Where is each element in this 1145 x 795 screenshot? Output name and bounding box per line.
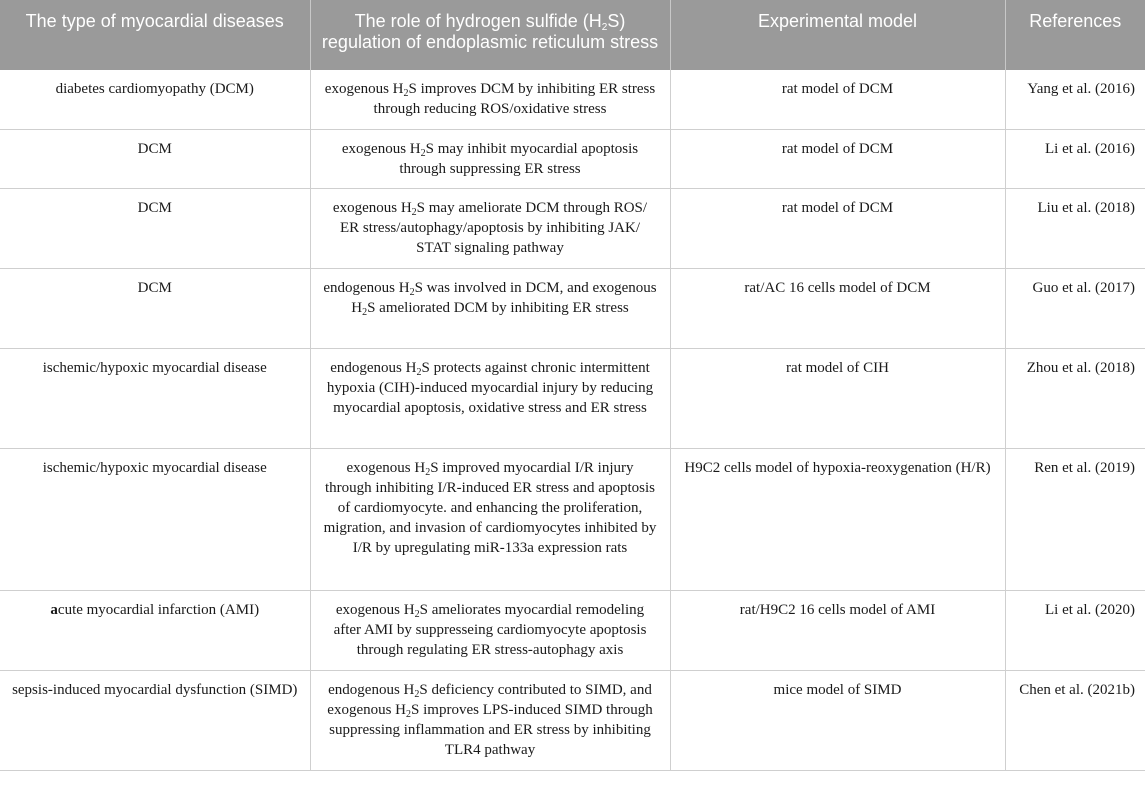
header-references: References — [1005, 0, 1145, 70]
role-subscript: 2 — [411, 206, 417, 218]
cell-reference: Li et al. (2016) — [1005, 129, 1145, 188]
header-role-sub: 2 — [601, 22, 608, 33]
role-text: S improved myocardial I/R injury through inhibiting I/R-induced ER stress and apoptosis of cardiomyocyte. and enhancing the proliferation, migration, and invasion of cardiomyocytes inhibited by I/R by upregulating miR-133a expression rats — [323, 459, 657, 556]
cell-model: rat model of DCM — [670, 129, 1005, 188]
disease-type-text: cute myocardial infarction (AMI) — [57, 601, 260, 618]
table-row — [0, 670, 1145, 770]
cell-disease-type — [0, 448, 310, 590]
cell-reference: Zhou et al. (2018) — [1005, 348, 1145, 448]
table-row — [0, 268, 1145, 348]
header-role-pre: The role of hydrogen sulfide (H — [354, 11, 602, 31]
role-subscript: 2 — [403, 88, 409, 99]
cell-model: H9C2 cells model of hypoxia-reoxygenation (H/R) — [670, 448, 1005, 590]
cell-disease-type — [0, 129, 310, 188]
table-row — [0, 70, 1145, 129]
cell-model: rat model of DCM — [670, 188, 1005, 268]
cell-role — [310, 448, 670, 590]
cell-disease-type — [0, 348, 310, 448]
role-text: endogenous H — [323, 279, 410, 296]
table-row — [0, 448, 1145, 590]
role-text: exogenous H — [332, 199, 412, 216]
cell-role — [310, 348, 670, 448]
header-role — [310, 0, 670, 70]
cell-reference: Guo et al. (2017) — [1005, 268, 1145, 348]
cell-model: rat model of DCM — [670, 70, 1005, 129]
role-text: S may ameliorate DCM through ROS/ ER stress/autophagy/apoptosis by inhibiting JAK/ STAT signaling pathway — [340, 199, 648, 256]
role-text: S ameliorates myocardial remodeling after AMI by suppresseing cardiomyocyte apoptosis through regulating ER stress-autophagy axis — [333, 601, 647, 658]
role-text: S ameliorated DCM by inhibiting ER stress — [367, 299, 629, 316]
role-subscript: 2 — [425, 466, 431, 478]
role-text: exogenous H — [324, 81, 404, 97]
header-model: Experimental model — [670, 0, 1005, 70]
table-row — [0, 590, 1145, 670]
cell-reference: Liu et al. (2018) — [1005, 188, 1145, 268]
cell-disease-type — [0, 670, 310, 770]
role-subscript: 2 — [414, 608, 420, 620]
cell-role — [310, 70, 670, 129]
role-text: S deficiency contributed to SIMD, and exogenous H — [327, 681, 652, 718]
disease-type-text: DCM — [137, 199, 172, 216]
table-row — [0, 129, 1145, 188]
disease-type-text: DCM — [137, 279, 172, 296]
disease-type-text: ischemic/hypoxic myocardial disease — [42, 459, 267, 476]
cell-reference: Chen et al. (2021b) — [1005, 670, 1145, 770]
role-text: exogenous H — [346, 459, 426, 476]
cell-disease-type — [0, 590, 310, 670]
cell-role — [310, 268, 670, 348]
role-text: S was involved in DCM, and exogenous H — [351, 279, 657, 316]
role-subscript: 2 — [406, 708, 412, 720]
cell-model: rat model of CIH — [670, 348, 1005, 448]
cell-disease-type — [0, 188, 310, 268]
header-role-post: S) regulation of endoplasmic reticulum stress — [321, 11, 659, 52]
disease-type-text: diabetes cardiomyopathy (DCM) — [55, 81, 254, 97]
role-subscript: 2 — [362, 306, 368, 318]
role-text: exogenous H — [335, 601, 415, 618]
cell-model: mice model of SIMD — [670, 670, 1005, 770]
table-body — [0, 70, 1145, 770]
role-text: exogenous H — [341, 140, 421, 157]
role-subscript: 2 — [414, 688, 420, 700]
cell-role — [310, 188, 670, 268]
cell-role — [310, 670, 670, 770]
role-text: S protects against chronic intermittent hypoxia (CIH)-induced myocardial injury by reducing myocardial apoptosis, oxidative stress and ER stress — [326, 359, 654, 416]
disease-type-initial: a — [50, 601, 58, 618]
role-subscript: 2 — [420, 147, 426, 159]
table-header — [0, 0, 1145, 70]
cell-role — [310, 129, 670, 188]
cell-reference: Ren et al. (2019) — [1005, 448, 1145, 590]
table-row — [0, 188, 1145, 268]
role-text: endogenous H — [330, 359, 417, 376]
cell-model: rat/AC 16 cells model of DCM — [670, 268, 1005, 348]
header-type: The type of myocardial diseases — [0, 0, 310, 70]
role-text: endogenous H — [328, 681, 415, 698]
disease-type-text: sepsis-induced myocardial dysfunction (SIMD) — [12, 681, 298, 698]
table-row — [0, 348, 1145, 448]
cell-disease-type — [0, 268, 310, 348]
role-text: S may inhibit myocardial apoptosis through suppressing ER stress — [399, 140, 639, 177]
header-row — [0, 0, 1145, 70]
role-subscript: 2 — [416, 366, 422, 378]
role-subscript: 2 — [409, 286, 415, 298]
cell-disease-type — [0, 70, 310, 129]
disease-type-text: DCM — [137, 140, 172, 157]
cell-model: rat/H9C2 16 cells model of AMI — [670, 590, 1005, 670]
disease-type-text: ischemic/hypoxic myocardial disease — [42, 359, 267, 376]
cell-role — [310, 590, 670, 670]
role-text: S improves DCM by inhibiting ER stress through reducing ROS/oxidative stress — [373, 81, 656, 117]
cell-reference: Yang et al. (2016) — [1005, 70, 1145, 129]
role-text: S improves LPS-induced SIMD through suppressing inflammation and ER stress by inhibiting TLR4 pathway — [329, 701, 653, 758]
cell-reference: Li et al. (2020) — [1005, 590, 1145, 670]
